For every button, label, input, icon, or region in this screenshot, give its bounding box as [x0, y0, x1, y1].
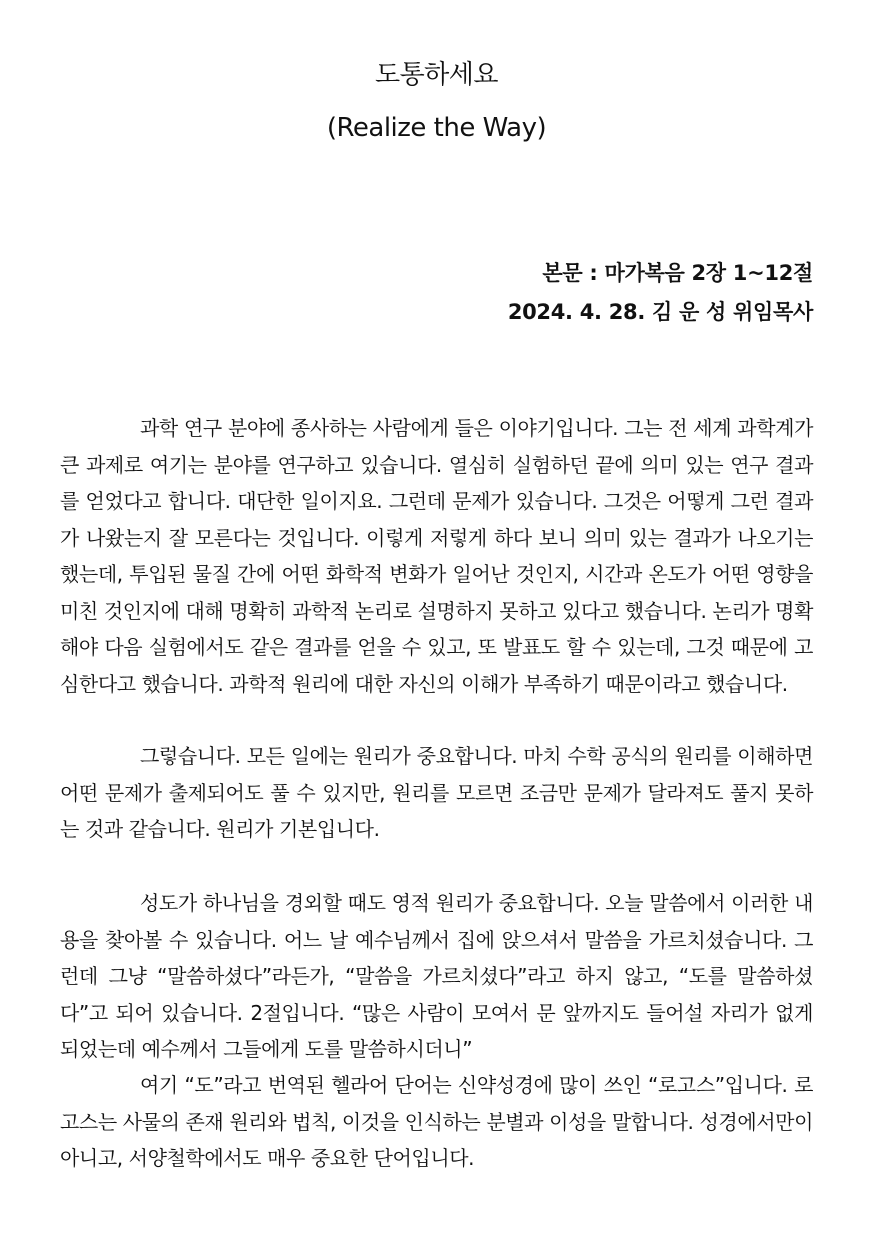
- body-paragraph: [60, 738, 813, 848]
- body-paragraph: [60, 410, 813, 702]
- paragraph-text: 여기 “도”라고 번역된 헬라어 단어는 신약성경에 많이 쓰인 “로고스”입니다. 로고스는 사물의 존재 원리와 법칙, 이것을 인식하는 분별과 이성을 말합니다. 성경에서만이 아니고, 서양철학에서도 매우 중요한 단어입니다.: [60, 1073, 813, 1170]
- sermon-subtitle: (Realize the Way): [326, 113, 547, 143]
- paragraph-text: 과학 연구 분야에 종사하는 사람에게 들은 이야기입니다. 그는 전 세계 과학계가 큰 과제로 여기는 분야를 연구하고 있습니다. 열심히 실험하던 끝에 의미 있는 연구 결과를 얻었다고 합니다. 대단한 일이지요. 그런데 문제가 있습니다. 그것은 어떻게 그런 결과가 나왔는지 잘 모른다는 것입니다. 이렇게 저렇게 하다 보니 의미 있는 결과가 나오기는 했는데, 투입된 물질 간에 어떤 화학적 변화가 일어난 것인지, 시간과 온도가 어떤 영향을 미친 것인지에 대해 명확히 과학적 논리로 설명하지 못하고 있다고 했습니다. 논리가 명확해야 다음 실험에서도 같은 결과를 얻을 수 있고, 또 발표도 할 수 있는데, 그것 때문에 고심한다고 했습니다. 과학적 원리에 대한 자신의 이해가 부족하기 때문이라고 했습니다.: [60, 416, 813, 696]
- paragraph-text: 성도가 하나님을 경외할 때도 영적 원리가 중요합니다. 오늘 말씀에서 이러한 내용을 찾아볼 수 있습니다. 어느 날 예수님께서 집에 앉으셔서 말씀을 가르치셨습니다. 그런데 그냥 “말씀하셨다”라든가, “말씀을 가르치셨다”라고 하지 않고, “도를 말씀하셨다”고 되어 있습니다. 2절입니다. “많은 사람이 모여서 문 앞까지도 들어설 자리가 없게 되었는데 예수께서 그들에게 도를 말씀하시더니”: [60, 891, 813, 1061]
- scripture-reference: 본문 : 마가복음 2장 1~12절: [542, 261, 813, 285]
- body-paragraph: [60, 1067, 813, 1177]
- date-author-line: 2024. 4. 28. 김 운 성 위임목사: [507, 300, 813, 324]
- paragraph-text: 그렇습니다. 모든 일에는 원리가 중요합니다. 마치 수학 공식의 원리를 이해하면 어떤 문제가 출제되어도 풀 수 있지만, 원리를 모르면 조금만 문제가 달라져도 풀지 못하는 것과 같습니다. 원리가 기본입니다.: [60, 744, 813, 841]
- sermon-title: 도통하세요: [374, 60, 499, 90]
- body-paragraph: [60, 885, 813, 1068]
